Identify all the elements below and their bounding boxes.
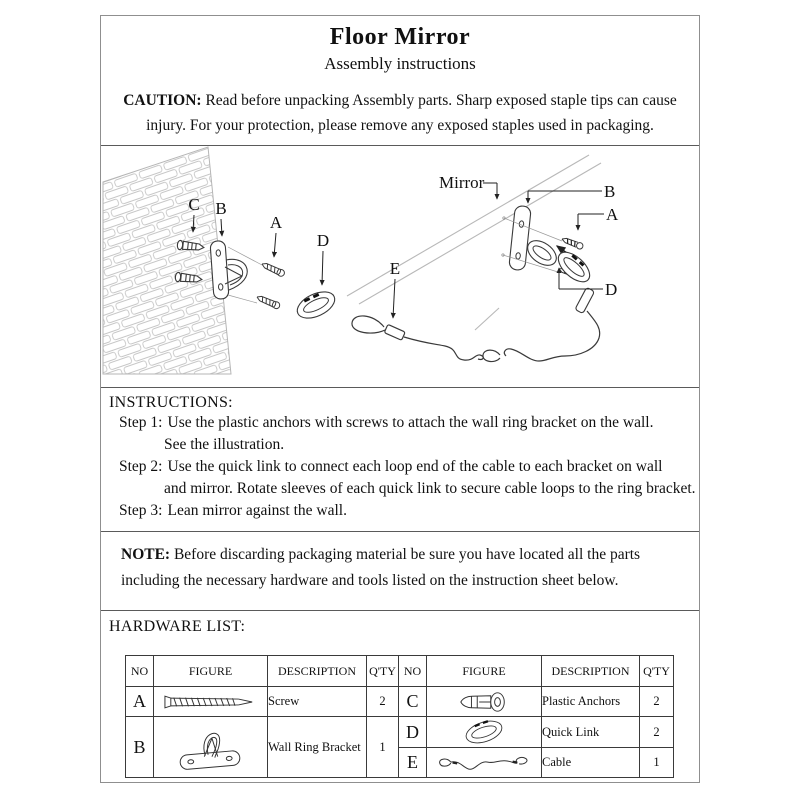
label-b-right: B [604, 182, 616, 201]
step3-label: Step 3: [119, 502, 163, 519]
quick-link-left-graphic [293, 287, 339, 324]
row-e-figure [427, 748, 542, 778]
header-section [101, 16, 699, 146]
header-no-right: NO [399, 656, 427, 687]
row-c-qty: 2 [640, 687, 674, 717]
cable-icon [432, 751, 536, 775]
note-label: NOTE: [121, 546, 171, 563]
header-qty-right: Q'TY [640, 656, 674, 687]
instruction-sheet [100, 15, 700, 783]
row-a-figure [154, 687, 268, 717]
header-qty-left: Q'TY [367, 656, 399, 687]
row-e-qty: 1 [640, 748, 674, 778]
wall-ring-bracket-icon [175, 720, 247, 774]
page-title: Floor Mirror [329, 24, 471, 50]
hardware-section [101, 611, 699, 783]
label-e: E [389, 259, 401, 278]
row-b-qty: 1 [367, 717, 399, 778]
header-description-left: DESCRIPTION [268, 656, 367, 687]
quick-link-icon [458, 717, 510, 747]
caution-line1: Read before unpacking Assembly parts. Sharp exposed staple tips can cause [205, 92, 677, 109]
hardware-heading: HARDWARE LIST: [109, 618, 246, 635]
row-c-no: C [399, 687, 427, 717]
hardware-table [125, 655, 674, 778]
table-row-a-c [126, 687, 674, 717]
row-a-description: Screw [268, 687, 367, 717]
label-d-left: D [316, 231, 330, 250]
row-b-figure [154, 717, 268, 778]
plastic-anchor-icon [456, 690, 512, 714]
right-callouts [439, 173, 619, 299]
wall-bracket-graphic [210, 241, 247, 300]
row-d-figure [427, 717, 542, 748]
label-mirror: Mirror [439, 173, 485, 192]
header-description-right: DESCRIPTION [542, 656, 640, 687]
header-figure-left: FIGURE [154, 656, 268, 687]
cable-left-graphic [352, 316, 483, 360]
cable-right-graphic [483, 311, 600, 362]
caution-label: CAUTION: [123, 92, 202, 109]
note-line2: including the necessary hardware and tools listed on the instruction sheet below. [121, 572, 619, 589]
note-line1: NOTE: Before discarding packaging material be sure you have located all the parts [121, 546, 641, 563]
row-a-qty: 2 [367, 687, 399, 717]
label-b-left: B [215, 199, 227, 218]
row-d-qty: 2 [640, 717, 674, 748]
step2-line2: and mirror. Rotate sleeves of each quick link to secure cable loops to the ring bracket. [164, 480, 696, 497]
row-e-description: Cable [542, 748, 640, 778]
step2-label: Step 2: [119, 458, 163, 475]
assembly-diagram [101, 146, 699, 387]
row-c-figure [427, 687, 542, 717]
header-no-left: NO [126, 656, 154, 687]
step2-line1: Step 2: Use the quick link to connect each loop end of the cable to each bracket on wall [119, 458, 663, 475]
step1-line1: Step 1: Use the plastic anchors with screws to attach the wall ring bracket on the wall. [119, 414, 654, 431]
row-d-description: Quick Link [542, 717, 640, 748]
caution-line2: injury. For your protection, please remove any exposed staples used in packaging. [146, 117, 654, 134]
row-c-description: Plastic Anchors [542, 687, 640, 717]
row-b-no: B [126, 717, 154, 778]
illustration-section [101, 146, 699, 388]
header-figure-right: FIGURE [427, 656, 542, 687]
screw-icon [162, 693, 260, 711]
instructions-heading: INSTRUCTIONS: [109, 394, 233, 411]
row-a-no: A [126, 687, 154, 717]
row-b-description: Wall Ring Bracket [268, 717, 367, 778]
step3-line1: Step 3: Lean mirror against the wall. [119, 502, 347, 519]
label-d-right: D [605, 280, 618, 299]
step1-line2: See the illustration. [164, 436, 285, 453]
instructions-section [101, 388, 699, 532]
step1-label: Step 1: [119, 414, 163, 431]
row-d-no: D [399, 717, 427, 748]
label-a-left: A [269, 213, 283, 232]
table-row-b-d [126, 717, 674, 748]
row-e-no: E [399, 748, 427, 778]
label-c: C [188, 195, 200, 214]
note-section [101, 532, 699, 611]
page-subtitle: Assembly instructions [324, 54, 476, 73]
table-header-row [126, 656, 674, 687]
caution-paragraph [111, 88, 689, 138]
label-a-right: A [606, 205, 619, 224]
